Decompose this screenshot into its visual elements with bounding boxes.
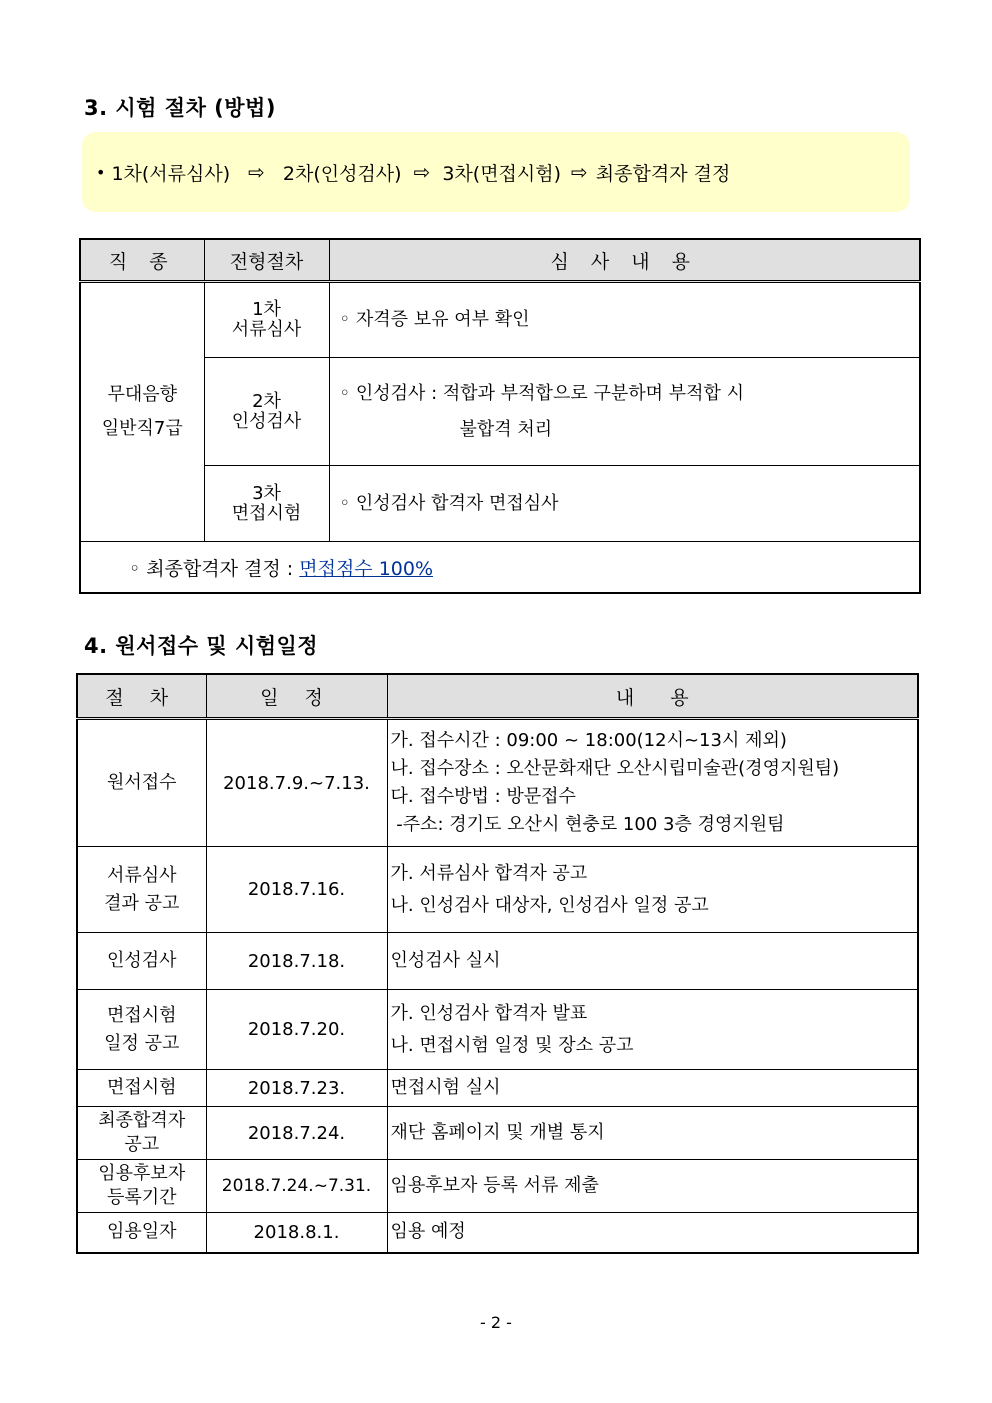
step-name: 면접시험 — [106, 1077, 177, 1098]
content-cell — [387, 719, 918, 847]
step-name: 임용후보자 — [98, 1163, 186, 1184]
content-cell — [387, 1213, 918, 1253]
table-header-row — [80, 239, 920, 282]
stage-number: 2차 — [252, 390, 281, 412]
stage-cell — [204, 466, 329, 542]
table-row — [77, 1213, 918, 1253]
stage-name: 서류심사 — [231, 319, 302, 340]
stage-number: 3차 — [252, 482, 281, 504]
job-type-cell — [80, 282, 204, 542]
stage-number: 1차 — [252, 299, 281, 320]
table-row — [77, 719, 918, 847]
step-cell — [77, 1107, 206, 1160]
content-cell — [387, 847, 918, 933]
step-name-cont: 결과 공고 — [104, 892, 180, 914]
step-name: 원서접수 — [106, 772, 177, 793]
content-cell — [387, 1070, 918, 1107]
date-cell: 2018.7.9.~7.13. — [206, 719, 387, 847]
table-row — [80, 466, 920, 542]
date-cell: 2018.8.1. — [206, 1213, 387, 1253]
right-arrow-icon: ⇨ — [413, 160, 431, 184]
right-arrow-icon: ⇨ — [571, 160, 588, 184]
job-type-line1: 무대음향 — [107, 384, 178, 405]
step-name-cont: 공고 — [124, 1134, 160, 1155]
job-type-line2: 일반직7급 — [101, 418, 183, 439]
date-cell: 2018.7.24. — [206, 1107, 387, 1160]
header-content: 내 용 — [387, 674, 918, 719]
flow-step-2: 2차(인성검사) — [282, 162, 402, 185]
table-row — [77, 1160, 918, 1213]
content-cell — [329, 282, 920, 358]
stage-cell — [204, 358, 329, 466]
page-number: - 2 - — [480, 1313, 512, 1332]
content-cell — [387, 1107, 918, 1160]
table-row — [77, 990, 918, 1070]
stage-name: 인성검사 — [231, 410, 302, 432]
header-date: 일 정 — [206, 674, 387, 719]
content-line: 다. 접수방법 : 방문접수 — [390, 786, 576, 807]
schedule-table — [76, 673, 919, 1254]
header-stage: 전형절차 — [204, 239, 329, 282]
content-line: 재단 홈페이지 및 개별 통지 — [390, 1122, 605, 1143]
final-decision-row — [80, 542, 920, 594]
content-line: 면접시험 실시 — [390, 1077, 501, 1098]
content-line: 임용 예정 — [390, 1221, 466, 1243]
table-row — [77, 1107, 918, 1160]
step-cell — [77, 1213, 206, 1253]
step-cell — [77, 933, 206, 990]
content-line-cont: 불합격 처리 — [459, 418, 553, 440]
step-name: 서류심사 — [106, 864, 177, 886]
content-cell — [329, 466, 920, 542]
content-line: 나. 면접시험 일정 및 장소 공고 — [390, 1034, 634, 1056]
content-line: 가. 서류심사 합격자 공고 — [390, 862, 588, 884]
step-cell — [77, 719, 206, 847]
step-name-cont: 일정 공고 — [104, 1032, 180, 1054]
step-name: 인성검사 — [106, 950, 177, 971]
content-cell — [387, 933, 918, 990]
procedure-table — [79, 238, 921, 594]
content-cell — [387, 990, 918, 1070]
table-row — [77, 933, 918, 990]
header-job: 직 종 — [80, 239, 204, 282]
date-cell: 2018.7.16. — [206, 847, 387, 933]
content-line: 나. 접수장소 : 오산문화재단 오산시립미술관(경영지원팀) — [390, 758, 840, 779]
procedure-flow-box — [82, 132, 910, 212]
bullet-icon: • — [96, 162, 106, 182]
content-line: 가. 접수시간 : 09:00 ~ 18:00(12시~13시 제외) — [390, 730, 787, 751]
table-header-row — [77, 674, 918, 719]
content-line: 인성검사 실시 — [390, 950, 501, 971]
table-row — [77, 1070, 918, 1107]
date-cell: 2018.7.23. — [206, 1070, 387, 1107]
final-decision-label: ◦ 최종합격자 결정 : — [129, 557, 300, 580]
header-step: 절 차 — [77, 674, 206, 719]
date-cell: 2018.7.20. — [206, 990, 387, 1070]
right-arrow-icon: ⇨ — [248, 160, 265, 184]
date-cell: 2018.7.18. — [206, 933, 387, 990]
step-cell — [77, 847, 206, 933]
step-name: 면접시험 — [106, 1004, 177, 1026]
flow-step-4: 최종합격자 결정 — [595, 162, 731, 185]
content-line: 임용후보자 등록 서류 제출 — [390, 1175, 599, 1196]
final-decision-value: 면접점수 100% — [299, 557, 434, 580]
flow-step-3: 3차(면접시험) — [442, 162, 562, 185]
content-line: ◦ 인성검사 합격자 면접심사 — [339, 492, 559, 514]
step-cell — [77, 1070, 206, 1107]
final-decision-cell — [80, 542, 920, 594]
section-4-title: 4. 원서접수 및 시험일정 — [84, 634, 319, 658]
date-cell: 2018.7.24.~7.31. — [206, 1160, 387, 1213]
header-content: 심 사 내 용 — [329, 239, 920, 282]
flow-step-1: 1차(서류심사) — [111, 162, 231, 185]
content-line: ◦ 인성검사 : 적합과 부적합으로 구분하며 부적합 시 — [339, 382, 744, 404]
content-line: 나. 인성검사 대상자, 인성검사 일정 공고 — [390, 894, 709, 916]
content-line: ◦ 자격증 보유 여부 확인 — [339, 309, 530, 330]
step-name-cont: 등록기간 — [106, 1187, 177, 1208]
step-cell — [77, 1160, 206, 1213]
stage-cell — [204, 282, 329, 358]
content-line: -주소: 경기도 오산시 현충로 100 3층 경영지원팀 — [390, 814, 785, 835]
content-cell — [329, 358, 920, 466]
step-name: 최종합격자 — [98, 1110, 186, 1131]
table-row — [77, 847, 918, 933]
content-cell — [387, 1160, 918, 1213]
stage-name: 면접시험 — [231, 502, 302, 524]
section-3-title: 3. 시험 절차 (방법) — [84, 96, 276, 120]
table-row — [80, 282, 920, 358]
table-row — [80, 358, 920, 466]
content-line: 가. 인성검사 합격자 발표 — [390, 1002, 588, 1024]
step-cell — [77, 990, 206, 1070]
step-name: 임용일자 — [106, 1221, 177, 1243]
